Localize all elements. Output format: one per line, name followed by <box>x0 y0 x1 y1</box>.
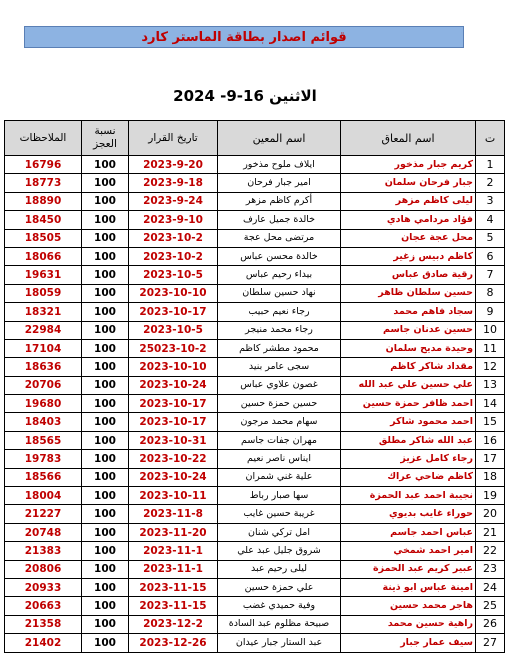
cell-supporter-name: ليلى رحيم عبد <box>218 560 341 578</box>
cell-notes: 19631 <box>5 266 82 284</box>
cell-disability-pct: 100 <box>82 450 129 468</box>
cell-supporter-name: وفية حميدي غضب <box>218 597 341 615</box>
table-row <box>5 578 505 596</box>
cell-supporter-name: غصون علاوي عباس <box>218 376 341 394</box>
cell-seq: 16 <box>476 431 505 449</box>
cell-referred-name: حسين سلطان ظاهر <box>341 284 476 302</box>
cell-referred-name: فؤاد مردامي هادي <box>341 211 476 229</box>
cell-supporter-name: بيداء رحيم عباس <box>218 266 341 284</box>
cell-notes: 20748 <box>5 523 82 541</box>
table-row <box>5 487 505 505</box>
cell-referred-name: كاظم ضاحي عراك <box>341 468 476 486</box>
table-row <box>5 395 505 413</box>
cell-seq: 2 <box>476 174 505 192</box>
cell-seq: 22 <box>476 542 505 560</box>
cell-referred-name: مقداد شاكر كاظم <box>341 358 476 376</box>
cell-disability-pct: 100 <box>82 578 129 596</box>
cell-referred-name: هاجر محمد حسين <box>341 597 476 615</box>
cell-seq: 8 <box>476 284 505 302</box>
cell-seq: 15 <box>476 413 505 431</box>
cell-supporter-name: سهام محمد مرجون <box>218 413 341 431</box>
cell-decision-date: 2023-10-2 <box>129 229 218 247</box>
cell-supporter-name: مرتضى محل عجة <box>218 229 341 247</box>
cell-notes: 19783 <box>5 450 82 468</box>
cell-notes: 18890 <box>5 192 82 210</box>
table-row <box>5 284 505 302</box>
cell-seq: 27 <box>476 634 505 652</box>
cell-disability-pct: 100 <box>82 266 129 284</box>
cell-notes: 16796 <box>5 156 82 174</box>
table-row <box>5 266 505 284</box>
cell-decision-date: 2023-11-1 <box>129 560 218 578</box>
cell-supporter-name: صبيحة مظلوم عبد السادة <box>218 615 341 633</box>
cell-seq: 13 <box>476 376 505 394</box>
page-title-banner <box>24 26 464 48</box>
cell-supporter-name: سجى عامر بنيد <box>218 358 341 376</box>
cell-disability-pct: 100 <box>82 634 129 652</box>
cell-notes: 18403 <box>5 413 82 431</box>
cell-supporter-name: أكرم كاظم مزهر <box>218 192 341 210</box>
cell-notes: 21383 <box>5 542 82 560</box>
cell-notes: 18565 <box>5 431 82 449</box>
cell-seq: 21 <box>476 523 505 541</box>
cell-seq: 26 <box>476 615 505 633</box>
cell-referred-name: جبار فرحان سلمان <box>341 174 476 192</box>
cell-notes: 21402 <box>5 634 82 652</box>
header-disability-pct: نسبة العجز <box>82 121 129 156</box>
cell-notes: 18505 <box>5 229 82 247</box>
cell-decision-date: 2023-11-15 <box>129 578 218 596</box>
cell-disability-pct: 100 <box>82 542 129 560</box>
cell-decision-date: 2023-10-17 <box>129 303 218 321</box>
cell-disability-pct: 100 <box>82 597 129 615</box>
cell-seq: 20 <box>476 505 505 523</box>
cell-decision-date: 2023-10-24 <box>129 376 218 394</box>
cell-notes: 22984 <box>5 321 82 339</box>
beneficiaries-table <box>4 120 505 653</box>
cell-decision-date: 2023-9-24 <box>129 192 218 210</box>
cell-decision-date: 2023-10-5 <box>129 321 218 339</box>
table-header <box>5 121 505 156</box>
table-row <box>5 339 505 357</box>
cell-referred-name: احمد ظافر حمزة حسين <box>341 395 476 413</box>
cell-referred-name: سجاد فاهم محمد <box>341 303 476 321</box>
cell-decision-date: 25023-10-2 <box>129 339 218 357</box>
cell-supporter-name: سها صبار رباط <box>218 487 341 505</box>
cell-notes: 18636 <box>5 358 82 376</box>
cell-referred-name: حوراء غايب بديوي <box>341 505 476 523</box>
cell-seq: 14 <box>476 395 505 413</box>
cell-decision-date: 2023-11-20 <box>129 523 218 541</box>
cell-decision-date: 2023-10-10 <box>129 284 218 302</box>
table-row <box>5 523 505 541</box>
cell-referred-name: رجاء كامل عزيز <box>341 450 476 468</box>
header-supporter-name: اسم المعين <box>218 121 341 156</box>
cell-referred-name: احمد محمود شاكر <box>341 413 476 431</box>
cell-supporter-name: علية غني شمران <box>218 468 341 486</box>
cell-seq: 19 <box>476 487 505 505</box>
cell-decision-date: 2023-11-15 <box>129 597 218 615</box>
cell-disability-pct: 100 <box>82 413 129 431</box>
cell-disability-pct: 100 <box>82 211 129 229</box>
table-row <box>5 542 505 560</box>
cell-referred-name: وحيدة مديح سلمان <box>341 339 476 357</box>
header-seq: ت <box>476 121 505 156</box>
header-notes: الملاحظات <box>5 121 82 156</box>
cell-disability-pct: 100 <box>82 284 129 302</box>
cell-supporter-name: ايلاف ملوح مذخور <box>218 156 341 174</box>
cell-notes: 21227 <box>5 505 82 523</box>
cell-supporter-name: علي حمزة حسين <box>218 578 341 596</box>
cell-disability-pct: 100 <box>82 468 129 486</box>
cell-supporter-name: عبد الستار جبار عيدان <box>218 634 341 652</box>
cell-seq: 23 <box>476 560 505 578</box>
cell-disability-pct: 100 <box>82 431 129 449</box>
table-row <box>5 505 505 523</box>
cell-decision-date: 2023-11-8 <box>129 505 218 523</box>
cell-decision-date: 2023-10-11 <box>129 487 218 505</box>
cell-supporter-name: شروق جليل عبد علي <box>218 542 341 560</box>
cell-supporter-name: حسين حمزة حسين <box>218 395 341 413</box>
cell-supporter-name: نهاد حسين سلطان <box>218 284 341 302</box>
cell-disability-pct: 100 <box>82 156 129 174</box>
cell-decision-date: 2023-10-17 <box>129 395 218 413</box>
cell-referred-name: عباس احمد جاسم <box>341 523 476 541</box>
cell-seq: 11 <box>476 339 505 357</box>
cell-disability-pct: 100 <box>82 505 129 523</box>
cell-seq: 3 <box>476 192 505 210</box>
table-row <box>5 303 505 321</box>
cell-supporter-name: خالدة محسن عباس <box>218 247 341 265</box>
table-row <box>5 376 505 394</box>
cell-disability-pct: 100 <box>82 174 129 192</box>
cell-referred-name: نجيبة احمد عبد الحمزة <box>341 487 476 505</box>
cell-decision-date: 2023-10-2 <box>129 247 218 265</box>
cell-notes: 18066 <box>5 247 82 265</box>
table-row <box>5 468 505 486</box>
cell-seq: 7 <box>476 266 505 284</box>
cell-disability-pct: 100 <box>82 339 129 357</box>
cell-seq: 5 <box>476 229 505 247</box>
cell-referred-name: عبد الله شاكر مطلق <box>341 431 476 449</box>
report-date: الاثنين 16-9- 2024 <box>173 87 317 105</box>
cell-disability-pct: 100 <box>82 615 129 633</box>
cell-decision-date: 2023-12-26 <box>129 634 218 652</box>
cell-supporter-name: خالدة جميل عارف <box>218 211 341 229</box>
cell-disability-pct: 100 <box>82 303 129 321</box>
cell-referred-name: محل عجة عجان <box>341 229 476 247</box>
cell-seq: 10 <box>476 321 505 339</box>
cell-supporter-name: غريبة حسين غايب <box>218 505 341 523</box>
cell-referred-name: علي حسين علي عبد الله <box>341 376 476 394</box>
cell-notes: 20933 <box>5 578 82 596</box>
cell-disability-pct: 100 <box>82 192 129 210</box>
table-row <box>5 413 505 431</box>
table-row <box>5 156 505 174</box>
cell-decision-date: 2023-9-18 <box>129 174 218 192</box>
cell-disability-pct: 100 <box>82 395 129 413</box>
cell-decision-date: 2023-10-10 <box>129 358 218 376</box>
table-row <box>5 597 505 615</box>
cell-supporter-name: امير جبار فرحان <box>218 174 341 192</box>
table-row <box>5 192 505 210</box>
table-row <box>5 634 505 652</box>
cell-seq: 9 <box>476 303 505 321</box>
header-referred-name: اسم المعاق <box>341 121 476 156</box>
cell-referred-name: عبير كريم عبد الحمزة <box>341 560 476 578</box>
cell-referred-name: حسين عدنان جاسم <box>341 321 476 339</box>
cell-referred-name: امير احمد شمخي <box>341 542 476 560</box>
cell-notes: 18773 <box>5 174 82 192</box>
cell-notes: 18059 <box>5 284 82 302</box>
table-row <box>5 321 505 339</box>
cell-notes: 18450 <box>5 211 82 229</box>
cell-supporter-name: محمود مطشر كاظم <box>218 339 341 357</box>
cell-supporter-name: رجاء نعيم حبيب <box>218 303 341 321</box>
cell-seq: 25 <box>476 597 505 615</box>
cell-notes: 18566 <box>5 468 82 486</box>
cell-notes: 20806 <box>5 560 82 578</box>
cell-seq: 4 <box>476 211 505 229</box>
table-row <box>5 229 505 247</box>
table-row <box>5 358 505 376</box>
table-row <box>5 174 505 192</box>
cell-disability-pct: 100 <box>82 487 129 505</box>
table-row <box>5 211 505 229</box>
cell-disability-pct: 100 <box>82 560 129 578</box>
table-row <box>5 560 505 578</box>
cell-seq: 24 <box>476 578 505 596</box>
cell-decision-date: 2023-10-22 <box>129 450 218 468</box>
table-row <box>5 450 505 468</box>
cell-decision-date: 2023-10-31 <box>129 431 218 449</box>
cell-notes: 18004 <box>5 487 82 505</box>
cell-disability-pct: 100 <box>82 247 129 265</box>
cell-notes: 17104 <box>5 339 82 357</box>
cell-decision-date: 2023-10-5 <box>129 266 218 284</box>
cell-decision-date: 2023-9-10 <box>129 211 218 229</box>
cell-referred-name: كريم جبار مذخور <box>341 156 476 174</box>
cell-seq: 18 <box>476 468 505 486</box>
cell-decision-date: 2023-10-17 <box>129 413 218 431</box>
cell-disability-pct: 100 <box>82 376 129 394</box>
cell-seq: 1 <box>476 156 505 174</box>
cell-seq: 12 <box>476 358 505 376</box>
cell-supporter-name: مهران جفات جاسم <box>218 431 341 449</box>
cell-disability-pct: 100 <box>82 523 129 541</box>
header-decision-date: تاريخ القرار <box>129 121 218 156</box>
cell-disability-pct: 100 <box>82 321 129 339</box>
cell-seq: 6 <box>476 247 505 265</box>
cell-referred-name: ليلى كاظم مزهر <box>341 192 476 210</box>
cell-referred-name: كاظم دبيس زغير <box>341 247 476 265</box>
table-body <box>5 156 505 653</box>
cell-referred-name: امينة عباس ابو ذينة <box>341 578 476 596</box>
cell-notes: 20706 <box>5 376 82 394</box>
cell-decision-date: 2023-10-24 <box>129 468 218 486</box>
table-header-row <box>5 121 505 156</box>
page-title: قوائم اصدار بطاقة الماستر كارد <box>141 29 347 45</box>
table-row <box>5 615 505 633</box>
cell-disability-pct: 100 <box>82 229 129 247</box>
cell-referred-name: راهية حسين محمد <box>341 615 476 633</box>
cell-decision-date: 2023-11-1 <box>129 542 218 560</box>
cell-supporter-name: ايناس ناصر نعيم <box>218 450 341 468</box>
cell-notes: 20663 <box>5 597 82 615</box>
cell-notes: 19680 <box>5 395 82 413</box>
cell-referred-name: رقية صادق عباس <box>341 266 476 284</box>
table-row <box>5 431 505 449</box>
cell-decision-date: 2023-9-20 <box>129 156 218 174</box>
cell-supporter-name: رجاء محمد منيجر <box>218 321 341 339</box>
cell-supporter-name: امل تركي شنان <box>218 523 341 541</box>
cell-notes: 18321 <box>5 303 82 321</box>
cell-seq: 17 <box>476 450 505 468</box>
cell-disability-pct: 100 <box>82 358 129 376</box>
cell-referred-name: سيف عمار جبار <box>341 634 476 652</box>
cell-notes: 21358 <box>5 615 82 633</box>
cell-decision-date: 2023-12-2 <box>129 615 218 633</box>
table-row <box>5 247 505 265</box>
